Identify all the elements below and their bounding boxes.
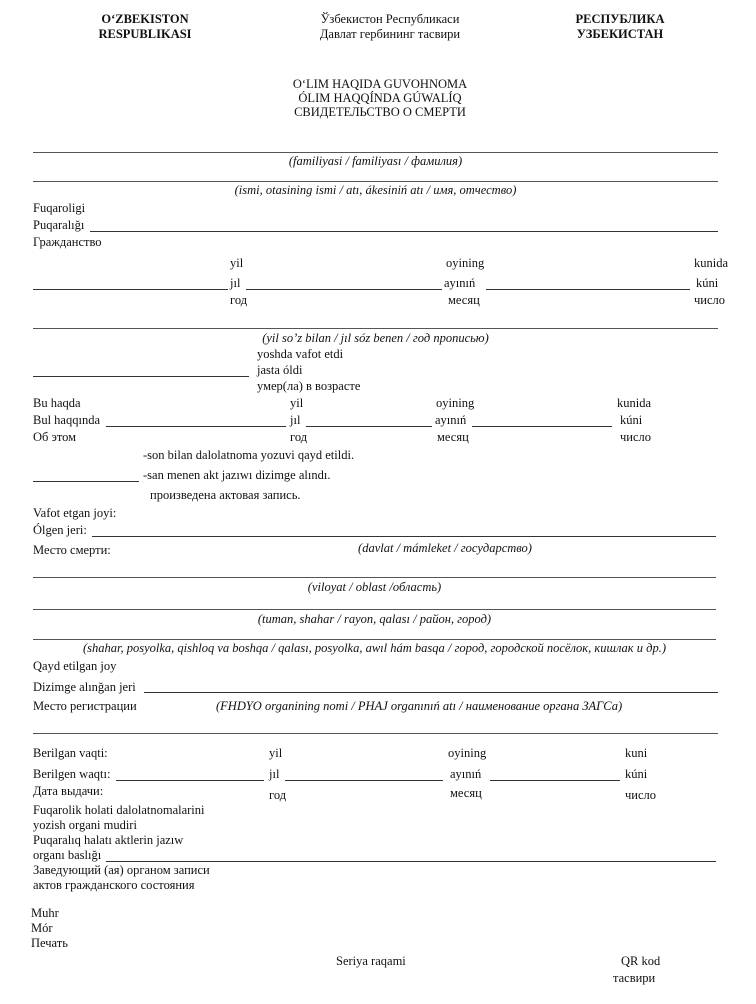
record-month-label-uz: oyining [436, 396, 475, 410]
issue-label-ru: Дата выдачи: [33, 784, 104, 798]
title-ru: СВИДЕТЕЛЬСТВО О СМЕРТИ [294, 105, 466, 119]
record-day-field[interactable] [472, 426, 612, 427]
header-right-line2: УЗБЕКИСТАН [576, 27, 664, 41]
head-label-line1: Fuqarolik holati dalolatnomalarini [33, 803, 205, 817]
qr-code-label-line2: тасвири [613, 971, 656, 985]
issue-year-label-ru: год [269, 788, 287, 802]
country-field[interactable] [92, 536, 716, 537]
act-label-uz: -son bilan dalolatnoma yozuvi qayd etildi. [143, 448, 355, 462]
registration-label-uz: Qayd etilgan joy [33, 659, 117, 673]
death-year-label-kaa: jıl [230, 276, 241, 290]
registration-label-ru: Место регистрации [33, 699, 137, 713]
death-year-label-ru: год [230, 293, 248, 307]
header-center-line1: Ўзбекистон Республикаси [320, 12, 460, 26]
registration-label-kaa: Dizimge alınğan jeri [33, 680, 136, 694]
head-label-line3: Puqaralıq halatı aktlerin jazıw [33, 833, 184, 847]
citizenship-label-uz: Fuqaroligi [33, 201, 86, 215]
death-day-label-uz: kunida [694, 256, 729, 270]
district-field[interactable] [33, 609, 716, 610]
death-place-label-uz: Vafot etgan joyi: [33, 506, 117, 520]
head-label-line5: Заведующий (ая) органом записи [33, 863, 210, 877]
locality-hint: (shahar, posyolka, qishloq va boshqa / qalası, posyolka, awıl hám basqa / город, городской посёлок, кишлак и др.) [82, 641, 667, 655]
registry-hint: (FHDYO organining nomi / PHAJ organınıń atı / наименование органа ЗАГСа) [216, 699, 623, 713]
surname-hint: (familiyasi / familiyası / фамилия) [288, 154, 463, 168]
death-day-label-ru: число [694, 293, 726, 307]
locality-field[interactable] [33, 639, 716, 640]
name-field[interactable] [33, 181, 718, 182]
head-signature-field[interactable] [106, 861, 716, 862]
death-month-label-ru: месяц [448, 293, 480, 307]
year-words-hint: (yil so’z bilan / jıl sóz benen / год прописью) [262, 331, 489, 345]
issue-day-label-ru: число [625, 788, 657, 802]
age-field[interactable] [33, 376, 249, 377]
head-label-line6: актов гражданского состояния [33, 878, 195, 892]
record-day-label-ru: число [620, 430, 652, 444]
issue-year-label-kaa: jıl [269, 767, 280, 781]
record-label-kaa: Bul haqqında [33, 413, 101, 427]
serial-number-label: Seriya raqami [336, 954, 406, 968]
record-year-field[interactable] [106, 426, 286, 427]
header-left-line1: O‘ZBEKISTON [101, 12, 189, 26]
death-month-label-uz: oyining [446, 256, 485, 270]
act-number-field[interactable] [33, 481, 139, 482]
issue-label-uz: Berilgan vaqti: [33, 746, 108, 760]
seal-label-kaa: Mór [31, 921, 53, 935]
issue-month-label-kaa: ayınıń [450, 767, 482, 781]
issue-year-field[interactable] [116, 780, 264, 781]
death-month-label-kaa: ayınıń [444, 276, 476, 290]
region-hint: (viloyat / oblast /область) [307, 580, 442, 594]
death-day-label-kaa: kúni [696, 276, 719, 290]
citizenship-label-kaa: Puqaralığı [33, 218, 85, 232]
death-place-label-kaa: Ólgen jeri: [33, 523, 87, 537]
issue-day-label-kaa: kúni [625, 767, 648, 781]
death-day-field[interactable] [486, 289, 690, 290]
act-label-kaa: -san menen akt jazıwı dizimge alındı. [143, 468, 331, 482]
qr-code-label-line1: QR kod [621, 954, 661, 968]
record-label-ru: Об этом [33, 430, 77, 444]
issue-year-label-uz: yil [269, 746, 283, 760]
name-hint: (ismi, otasining ismi / atı, ákesiniń atı / имя, отчество) [234, 183, 517, 197]
record-month-label-kaa: ayınıń [435, 413, 467, 427]
record-year-label-kaa: jıl [290, 413, 301, 427]
record-month-label-ru: месяц [437, 430, 469, 444]
header-right-line1: РЕСПУБЛИКА [575, 12, 665, 26]
citizenship-label-ru: Гражданство [33, 235, 102, 249]
issue-month-label-ru: месяц [450, 786, 482, 800]
death-place-label-ru: Место смерти: [33, 543, 111, 557]
registration-field[interactable] [144, 692, 718, 693]
record-label-uz: Bu haqda [33, 396, 81, 410]
death-year-field[interactable] [33, 289, 228, 290]
district-hint: (tuman, shahar / rayon, qalası / район, город) [257, 612, 492, 626]
issue-day-label-uz: kuni [625, 746, 648, 760]
region-field[interactable] [33, 577, 716, 578]
surname-field[interactable] [33, 152, 718, 153]
issue-month-label-uz: oyining [448, 746, 487, 760]
act-label-ru: произведена актовая запись. [150, 488, 301, 502]
citizenship-field[interactable] [90, 231, 718, 232]
issue-day-field[interactable] [490, 780, 620, 781]
title-uz: O‘LIM HAQIDA GUVOHNOMA [292, 77, 468, 91]
head-label-line4: organı baslığı [33, 848, 102, 862]
header-left-line2: RESPUBLIKASI [98, 27, 192, 41]
seal-label-ru: Печать [31, 936, 68, 950]
seal-label-uz: Muhr [31, 906, 59, 920]
issue-month-field[interactable] [285, 780, 443, 781]
country-hint: (davlat / mámleket / государство) [358, 541, 532, 555]
age-label-uz: yoshda vafot etdi [257, 347, 344, 361]
year-words-field[interactable] [33, 328, 718, 329]
head-label-line2: yozish organi mudiri [33, 818, 137, 832]
record-year-label-uz: yil [290, 396, 304, 410]
record-day-label-uz: kunida [617, 396, 652, 410]
header-center-line2: Давлат гербининг тасвири [319, 27, 461, 41]
death-month-field[interactable] [246, 289, 442, 290]
age-label-ru: умер(ла) в возрасте [257, 379, 361, 393]
record-year-label-ru: год [290, 430, 308, 444]
record-day-label-kaa: kúni [620, 413, 643, 427]
age-label-kaa: jasta óldi [257, 363, 303, 377]
record-month-field[interactable] [306, 426, 432, 427]
issue-label-kaa: Berilgen waqtı: [33, 767, 111, 781]
registry-name-field[interactable] [33, 733, 718, 734]
death-year-label-uz: yil [230, 256, 244, 270]
title-kaa: ÓLIM HAQQÍNDA GÚWALÍQ [298, 91, 462, 105]
